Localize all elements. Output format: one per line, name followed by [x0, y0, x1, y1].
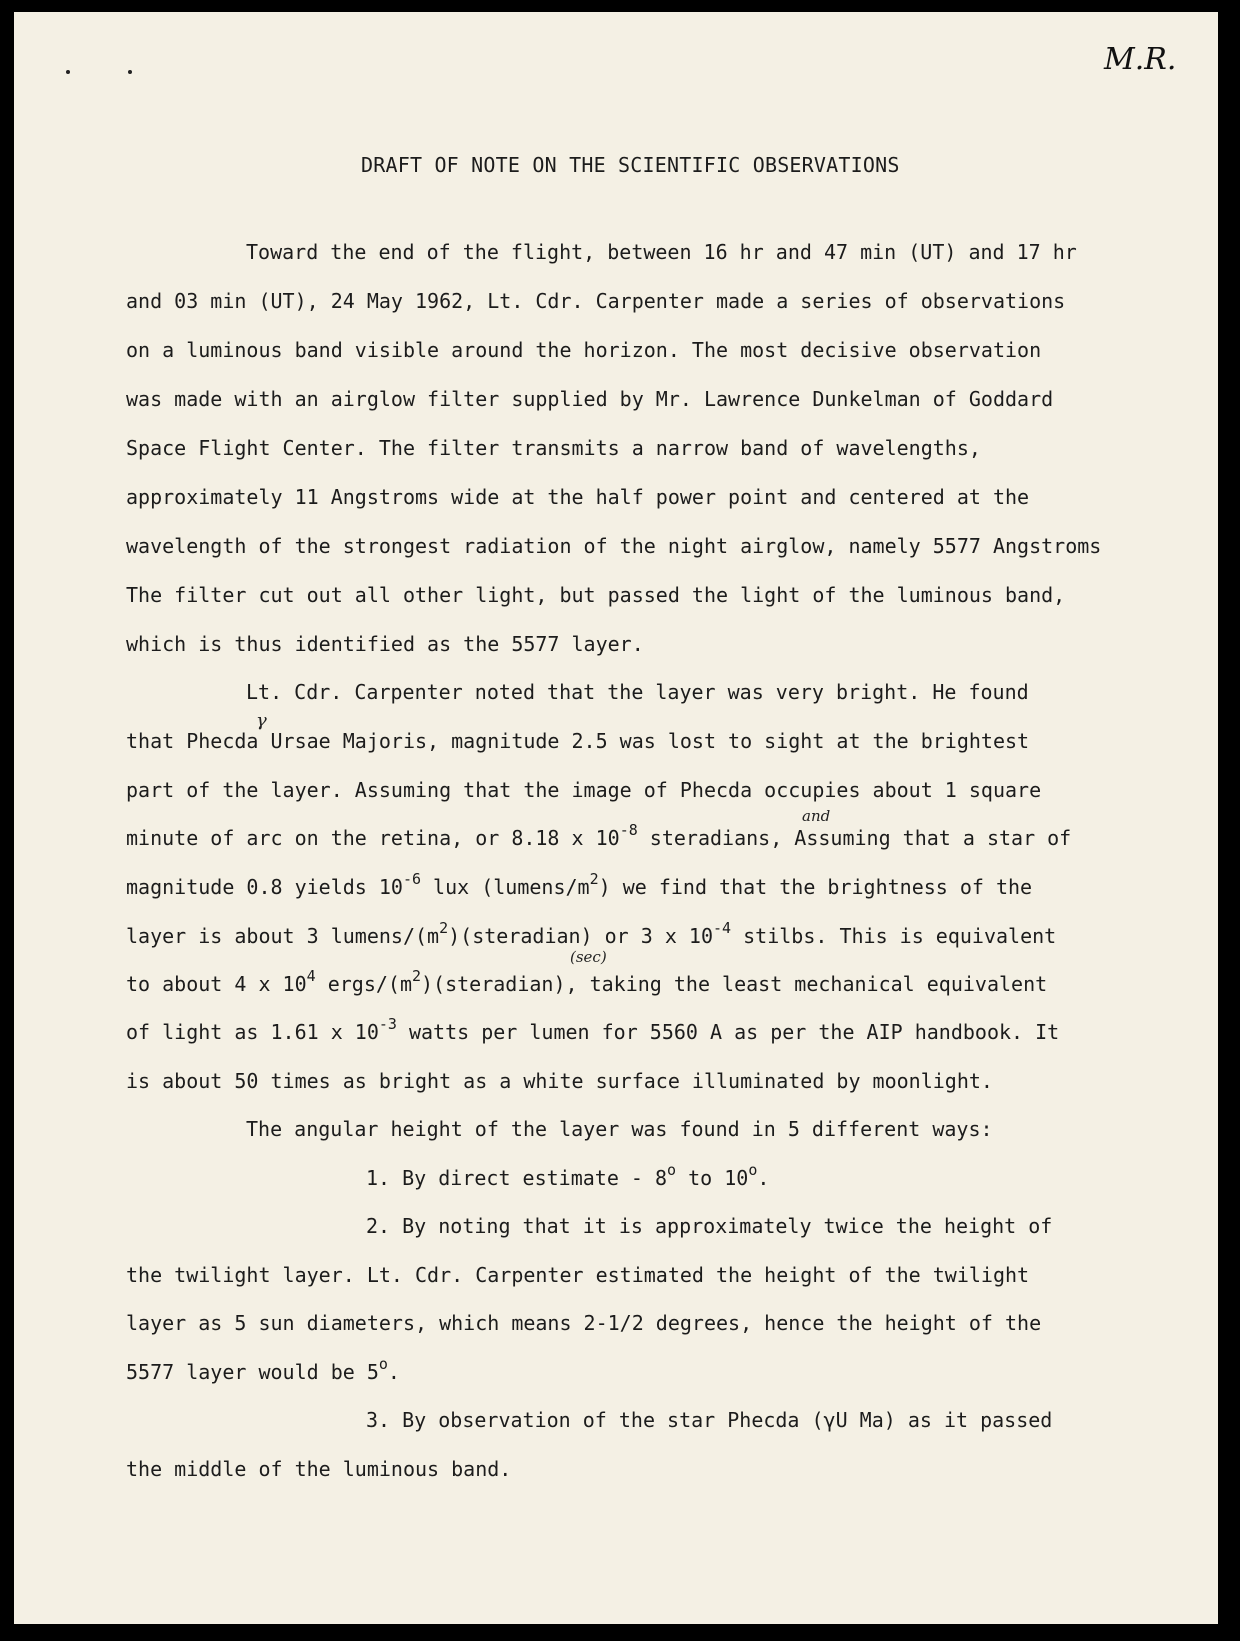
body-line: on a luminous band visible around the horizon. The most decisive observation [126, 338, 1042, 362]
document-page [14, 12, 1218, 1624]
ink-speck [66, 70, 70, 74]
body-line: was made with an airglow filter supplied by Mr. Lawrence Dunkelman of Goddard [126, 387, 1054, 411]
body-line: magnitude 0.8 yields $10^{-6}$ lux $(lumens/m^2)$ we find that the brightness of the [126, 870, 1033, 899]
handwritten-and: and [802, 807, 831, 825]
list-item: 3. By observation of the star Phecda (γU Ma) as it passed [366, 1408, 1053, 1432]
body-line: 5577 layer would be 5$^o$. [126, 1355, 400, 1384]
body-line: layer as 5 sun diameters, which means 2-1/2 degrees, hence the height of the [126, 1311, 1042, 1335]
body-line: part of the layer. Assuming that the image of Phecda occupies about 1 square [126, 778, 1042, 802]
body-line: to about 4 x $10^4$ ergs/$(m^2)(steradian)$, taking the least mechanical equivalent [126, 967, 1048, 996]
body-line: The filter cut out all other light, but passed the light of the luminous band, [126, 583, 1066, 607]
body-line: Space Flight Center. The filter transmits a narrow band of wavelengths, [126, 436, 981, 460]
handwritten-gamma: γ [256, 710, 267, 731]
body-line: the middle of the luminous band. [126, 1457, 512, 1481]
body-line: Lt. Cdr. Carpenter noted that the layer was very bright. He found [246, 680, 1029, 704]
body-line: which is thus identified as the 5577 layer. [126, 632, 644, 656]
ink-speck [128, 70, 132, 74]
list-item: 1. By direct estimate - 8$^o$ to 10$^o$. [366, 1161, 770, 1190]
list-item: 2. By noting that it is approximately twice the height of [366, 1214, 1053, 1238]
body-line: approximately 11 Angstroms wide at the half power point and centered at the [126, 485, 1030, 509]
body-line: Toward the end of the flight, between 16 hr and 47 min (UT) and 17 hr [246, 240, 1077, 264]
handwritten-initials: M.R. [1104, 42, 1177, 77]
body-line: is about 50 times as bright as a white surface illuminated by moonlight. [126, 1069, 993, 1093]
body-line: minute of arc on the retina, or 8.18 x $10^{-8}$ steradians, Assuming that a star of [126, 821, 1072, 850]
body-line: The angular height of the layer was found in 5 different ways: [246, 1117, 993, 1141]
document-title: DRAFT OF NOTE ON THE SCIENTIFIC OBSERVATIONS [361, 153, 900, 177]
handwritten-sec: (sec) [570, 948, 607, 966]
body-line: that Phecda Ursae Majoris, magnitude 2.5 was lost to sight at the brightest [126, 729, 1030, 753]
body-line: wavelength of the strongest radiation of the night airglow, namely 5577 Angstroms [126, 534, 1102, 558]
body-line: the twilight layer. Lt. Cdr. Carpenter estimated the height of the twilight [126, 1263, 1030, 1287]
body-line: layer is about 3 lumens/$(m^2)(steradian)$ or 3 x $10^{-4}$ stilbs. This is equivalent [126, 919, 1057, 948]
body-line: and 03 min (UT), 24 May 1962, Lt. Cdr. Carpenter made a series of observations [126, 289, 1066, 313]
body-line: of light as 1.61 x $10^{-3}$ watts per lumen for 5560 A as per the AIP handbook. It [126, 1015, 1060, 1044]
